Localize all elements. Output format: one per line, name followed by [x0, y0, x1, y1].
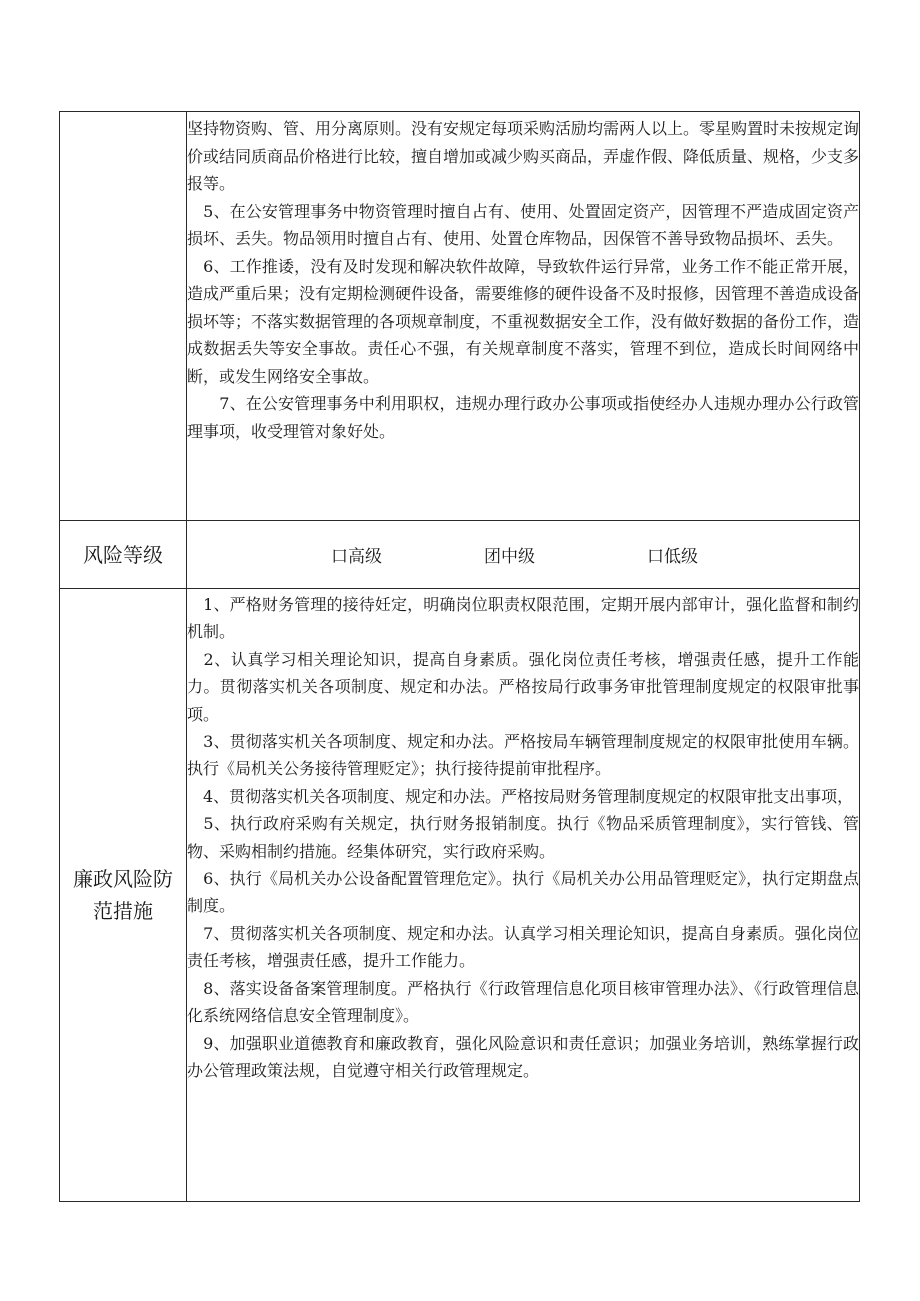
measure-paragraph: 6、执行《局机关办公设备配置管理危定》。执行《局机关办公用品管理贬定》，执行定期盘点制度。 — [187, 869, 859, 916]
measures-row — [60, 589, 860, 1202]
risk-point-paragraph: 5、在公安管理事务中物资管理时擅自占有、使用、处置固定资产，因管理不严造成固定资产损坏、丢失。物品领用时擅自占有、使用、处置仓库物品，因保管不善导致物品损坏、丢失。 — [187, 201, 859, 248]
risk-point-paragraph: 6、工作推诿，没有及时发现和解决软件故障，导致软件运行异常，业务工作不能正常开展，造成严重后果；没有定期检测硬件设备，需要维修的硬件设备不及时报修，因管理不善造成设备损坏等；不落实数据管理的各项规章制度，不重视数据安全工作，没有做好数据的备份工作，造成数据丢失等安全事故。责任心不强，有关规章制度不落实，管理不到位，造成长时间网络中断，或发生网络安全事故。 — [187, 256, 860, 386]
risk-points-row — [60, 112, 860, 521]
risk-table — [59, 111, 860, 1202]
measure-paragraph: 2、认真学习相关理论知识，提高自身素质。强化岗位责任考核，增强责任感，提升工作能力。贯彻落实机关各项制度、规定和办法。严格按局行政事务审批管理制度规定的权限审批事项。 — [187, 649, 859, 724]
measure-paragraph: 5、执行政府采购有关规定，执行财务报销制度。执行《物品采质管理制度》，实行管钱、管物、采购相制约措施。经集体研究，实行政府采购。 — [187, 814, 859, 861]
risk-level-label: 风险等级 — [83, 542, 163, 567]
measures-label-cell — [60, 589, 187, 1202]
risk-level-option-low: 口低级 — [647, 547, 698, 567]
risk-level-row — [60, 521, 860, 589]
measure-paragraph: 1、严格财务管理的接待妊定，明确岗位职责权限范围，定期开展内部审计，强化监督和制约机制。 — [187, 595, 859, 642]
measures-label: 廉政风险防范措施 — [73, 867, 173, 923]
measure-paragraph: 3、贯彻落实机关各项制度、规定和办法。严格按局车辆管理制度规定的权限审批使用车辆。执行《局机关公务接待管理贬定》；执行接待提前审批程序。 — [187, 732, 859, 779]
measure-paragraph: 7、贯彻落实机关各项制度、规定和办法。认真学习相关理论知识，提高自身素质。强化岗位责任考核，增强责任感，提升工作能力。 — [187, 923, 859, 971]
risk-point-paragraph: 坚持物资购、管、用分离原则。没有安规定每项采购活励均需两人以上。零星购置时未按规定询价或结同质商品价格进行比较，擅自增加或减少购买商品，弄虚作假、降低质量、规格，少支多报等。 — [187, 119, 860, 193]
risk-level-options-cell — [187, 521, 860, 589]
risk-points-content — [187, 112, 860, 521]
measure-paragraph: 9、加强职业道德教育和廉政教育，强化风险意识和责任意识；加强业务培训，熟练掌握行政办公管理政策法规，自觉遵守相关行政管理规定。 — [187, 1033, 859, 1080]
risk-level-option-high: 口高级 — [331, 547, 382, 567]
risk-level-options — [187, 542, 859, 567]
measures-content — [187, 589, 860, 1202]
risk-level-label-cell — [60, 521, 187, 589]
risk-point-paragraph: 7、在公安管理事务中利用职权，违规办理行政办公事项或指使经办人违规办理办公行政管理事项，收受理管对象好处。 — [187, 394, 859, 441]
risk-level-option-medium: 团中级 — [484, 547, 535, 567]
risk-points-label-cell — [60, 112, 187, 521]
measure-paragraph: 4、贯彻落实机关各项制度、规定和办法。严格按局财务管理制度规定的权限审批支出事项， — [187, 786, 854, 806]
measure-paragraph: 8、落实设备备案管理制度。严格执行《行政管理信息化项目核审管理办法》、《行政管理信息化系统网络信息安全管理制度》。 — [187, 978, 859, 1026]
